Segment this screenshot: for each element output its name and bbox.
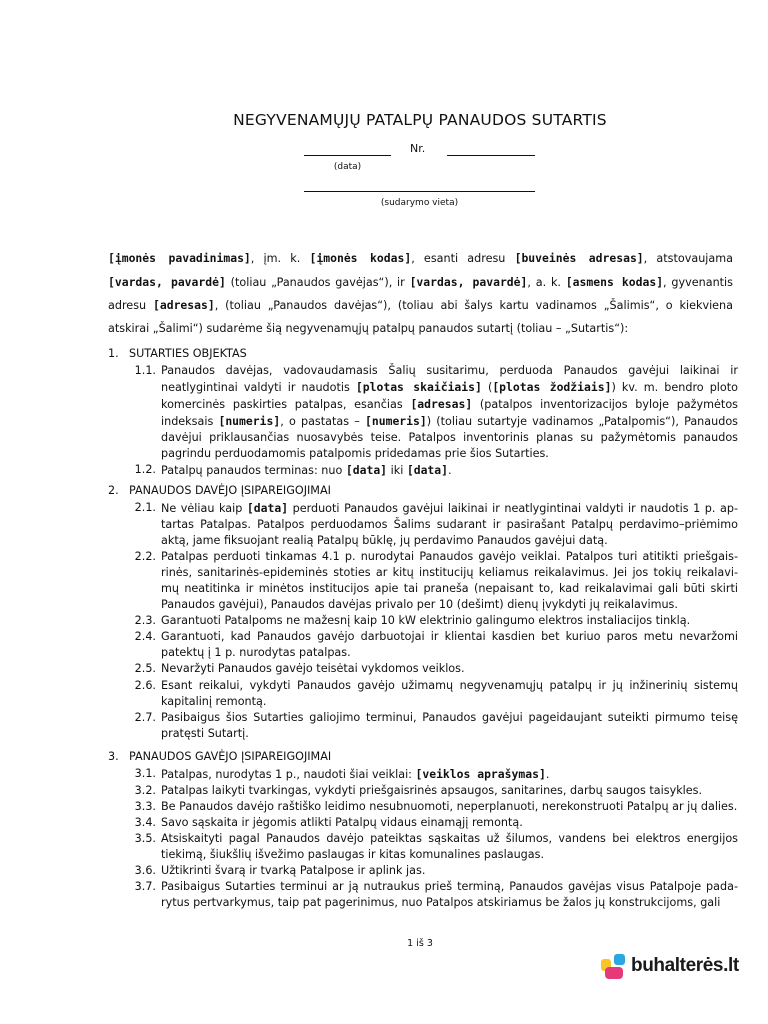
clause-item — [108, 661, 738, 677]
text-run: Patalpų panaudos terminas: nuo — [161, 464, 346, 478]
text-run: , gyvenantis adresu — [108, 275, 733, 312]
placeholder-field: [adresas] — [153, 298, 215, 312]
clause-text — [161, 783, 738, 799]
clause-item — [108, 879, 738, 911]
placeholder-field: [įmonės kodas] — [309, 251, 412, 265]
section-title — [108, 346, 738, 362]
text-run: . — [545, 768, 550, 781]
text-run: ( — [481, 381, 493, 395]
placeholder-field: [vardas, pavardė] — [409, 274, 528, 289]
text-run: Ne vėliau kaip — [161, 502, 247, 515]
clause-text — [161, 879, 738, 911]
clause-number: 3.1. — [134, 767, 156, 780]
clause-text — [161, 613, 738, 629]
section-title — [108, 483, 738, 499]
clause-number: 2.3. — [134, 614, 156, 628]
clause-item — [108, 549, 738, 613]
place-caption: (sudarymo vieta) — [380, 198, 459, 208]
text-run: Be Panaudos davėjo raštiško leidimo nesubnuomoti, neperplanuoti, nerekonstruoti Patalpų ar jų dalies. — [161, 800, 738, 814]
text-run: Savo sąskaita ir jėgomis atlikti Patalpų vidaus einamąjį remontą. — [161, 816, 523, 830]
text-run: Patalpas perduoti tinkamas 4.1 p. nurodytai Panaudos gavėjo veiklai. Patalpos turi atitikti priešgais- rinės, sanitarinės-epideminės stoties ar kitų institucijų keliamus reikalavimus. Jei jos tokių reikalavi- mų neatitinka ir minėtos institucijos apie tai praneša (nepaisant to, kad reikalavimai gali būti skirti Panaudos gavėjui), Panaudos davėjas privalo per 10 (dešimt) dienų įvykdyti jų reikalavimus. — [161, 550, 738, 612]
clause-item — [108, 863, 738, 879]
section-3 — [108, 749, 738, 911]
clause-number: 2.1. — [134, 501, 156, 514]
placeholder-field: [plotas žodžiais] — [492, 380, 612, 395]
logo-text: buhalterės.lt — [631, 955, 739, 976]
clause-item — [108, 766, 738, 783]
clause-text — [161, 799, 738, 815]
clause-number: 2.2. — [134, 550, 156, 564]
number-line — [447, 155, 535, 156]
placeholder-field: [vardas, pavardė] — [108, 274, 226, 289]
text-run: , įm. k. — [250, 252, 310, 265]
text-run: , o pastatas – — [280, 415, 366, 429]
text-run: Patalpas laikyti tvarkingas, vykdyti priešgaisrinės apsaugos, sanitarines, darbų saugos taisykles. — [161, 784, 703, 798]
clause-text — [161, 363, 738, 462]
clause-number: 3.7. — [134, 880, 156, 894]
text-run: Patalpas, nurodytas 1 p., naudoti šiai veiklai: — [161, 768, 416, 781]
text-run: . — [448, 464, 452, 478]
clause-text — [161, 831, 738, 863]
text-run: (toliau „Panaudos gavėjas“), ir — [225, 275, 410, 289]
text-run: , (toliau „Panaudos davėjas“), (toliau abi šalys kartu vadinamos „Šalimis“, o kiekviena atskirai „Šalimi“) sudarėme šią negyvenamųjų patalpų panaudos sutartį (toliau – „Sutartis“): — [108, 299, 734, 335]
placeholder-field: [numeris] — [365, 414, 427, 429]
section-title — [108, 749, 738, 765]
text-run: Nevaržyti Panaudos gavėjo teisėtai vykdomos veiklos. — [161, 662, 465, 676]
clause-number: 2.7. — [134, 710, 156, 724]
placeholder-field: [buveinės adresas] — [514, 251, 644, 265]
clause-text — [161, 815, 738, 831]
place-line — [304, 191, 535, 192]
clause-number: 1.1. — [134, 364, 156, 377]
clause-text — [161, 629, 738, 661]
text-run: Pasibaigus šios Sutarties galiojimo terminui, Panaudos gavėjui pageidaujant suteikti pirmumo teisę pratęsti Sutartį. — [161, 710, 738, 740]
placeholder-field: [asmens kodas] — [565, 274, 664, 289]
section-number: 2. — [108, 484, 119, 497]
text-run: Panaudos davėjas, vadovaudamasis Šalių susitarimu, perduoda Panaudos gavėjui laikinai ir neatlygintinai valdyti ir naudotis — [161, 364, 738, 395]
clause-item — [108, 799, 738, 815]
clause-item — [108, 629, 738, 661]
section-number: 1. — [108, 347, 119, 360]
placeholder-field: [data] — [345, 463, 388, 478]
text-run: perduoti Panaudos gavėjui laikinai ir neatlygintinai valdyti ir naudotis 1 p. ap- tartas Patalpas. Patalpos perduodamos Šalims sudarant ir pasirašant Patalpų perdavimo–priėmimo aktą, jame fiksuojant realią Patalpų būklę, jų perdavimo Panaudos gavėjui datą. — [161, 502, 738, 548]
placeholder-field: [numeris] — [218, 414, 281, 429]
date-line — [304, 155, 391, 156]
section-heading: SUTARTIES OBJEKTAS — [129, 347, 247, 360]
number-label: Nr. — [410, 142, 426, 155]
clause-text — [161, 766, 738, 783]
clause-number: 1.2. — [134, 463, 156, 477]
clause-item — [108, 831, 738, 863]
date-caption: (data) — [333, 162, 362, 172]
clause-number: 3.6. — [134, 864, 156, 878]
page-number: 1 iš 3 — [407, 938, 433, 949]
text-run: ) (toliau sutartyje vadinamos „Patalpomis“), Panaudos davėjui priklausančias nuosavybės teise. Patalpos inventorinis planas su pažymėtomis panaudos pagrindu perduodamomis patalpomis pridedamas prie šios Sutarties. — [161, 415, 738, 461]
text-run: Užtikrinti švarą ir tvarką Patalpose ir aplink jas. — [161, 864, 426, 878]
intro-paragraph — [108, 247, 733, 340]
clause-number: 2.4. — [134, 630, 156, 644]
clause-number: 2.5. — [134, 662, 156, 676]
logo-icon — [601, 953, 628, 980]
clause-item — [108, 363, 738, 462]
text-run: Esant reikalui, vykdyti Panaudos gavėjo užimamų negyvenamųjų patalpų ir jų inžinerinių sistemų kapitalinį remontą. — [161, 678, 738, 708]
section-heading: PANAUDOS DAVĖJO ĮSIPAREIGOJIMAI — [129, 484, 331, 497]
clause-text — [161, 710, 738, 742]
clause-text — [161, 462, 738, 479]
text-run: (patalpos inventorizacijos byloje pažymėtos indeksais — [161, 398, 738, 429]
placeholder-field: [adresas] — [410, 397, 473, 412]
placeholder-field: [įmonės pavadinimas] — [108, 251, 251, 265]
clause-number: 3.5. — [134, 832, 156, 846]
section-number: 3. — [108, 750, 119, 763]
text-run: Garantuoti, kad Panaudos gavėjo darbuotojai ir klientai kasdien bet kuriuo paros metu nevaržomi patektų į 1 p. nurodytas patalpas. — [161, 630, 738, 660]
section-heading: PANAUDOS GAVĖJO ĮSIPAREIGOJIMAI — [129, 750, 332, 763]
text-run: , atstovaujama — [643, 252, 734, 265]
placeholder-field: [data] — [406, 463, 449, 478]
clause-number: 3.2. — [134, 784, 156, 798]
text-run: , esanti adresu — [411, 252, 515, 265]
clause-item — [108, 678, 738, 710]
document-title: NEGYVENAMŲJŲ PATALPŲ PANAUDOS SUTARTIS — [233, 111, 607, 129]
clause-item — [108, 613, 738, 629]
clause-item — [108, 783, 738, 799]
text-run: ) kv. m. bendro ploto komercinės paskirties patalpas, esančias — [161, 381, 738, 412]
clause-item — [108, 815, 738, 831]
clause-item — [108, 710, 738, 742]
section-2 — [108, 483, 738, 742]
clause-text — [161, 549, 738, 613]
placeholder-field: [plotas skaičiais] — [355, 380, 482, 395]
text-run: , a. k. — [527, 275, 566, 289]
clause-text — [161, 500, 738, 549]
clause-item — [108, 500, 738, 549]
text-run: Atsiskaityti pagal Panaudos davėjo pateiktas sąskaitas už šilumos, vandens bei elektros energijos tiekimą, šiukšlių išvežimo paslaugas ir kitas komunalines paslaugas. — [161, 832, 738, 862]
brand-logo[interactable] — [601, 951, 739, 981]
placeholder-field: [veiklos aprašymas] — [415, 767, 546, 781]
clause-number: 3.4. — [134, 816, 156, 830]
clause-item — [108, 462, 738, 479]
clause-text — [161, 678, 738, 710]
text-run: Pasibaigus Sutarties terminui ar ją nutraukus prieš terminą, Panaudos gavėjas visus Patalpoje pada- rytus pertvarkymus, taip pat pagerinimus, nuo Patalpos atskiriamus be žalos jų konstrukcijoms, gali — [161, 880, 738, 910]
clause-text — [161, 661, 738, 677]
section-1 — [108, 346, 738, 479]
text-run: iki — [387, 464, 407, 478]
placeholder-field: [data] — [246, 501, 289, 515]
text-run: Garantuoti Patalpoms ne mažesnį kaip 10 kW elektrinio galingumo elektros instaliacijos tinklą. — [161, 614, 691, 628]
clause-number: 2.6. — [134, 678, 156, 692]
clause-number: 3.3. — [134, 800, 156, 814]
clause-text — [161, 863, 738, 879]
